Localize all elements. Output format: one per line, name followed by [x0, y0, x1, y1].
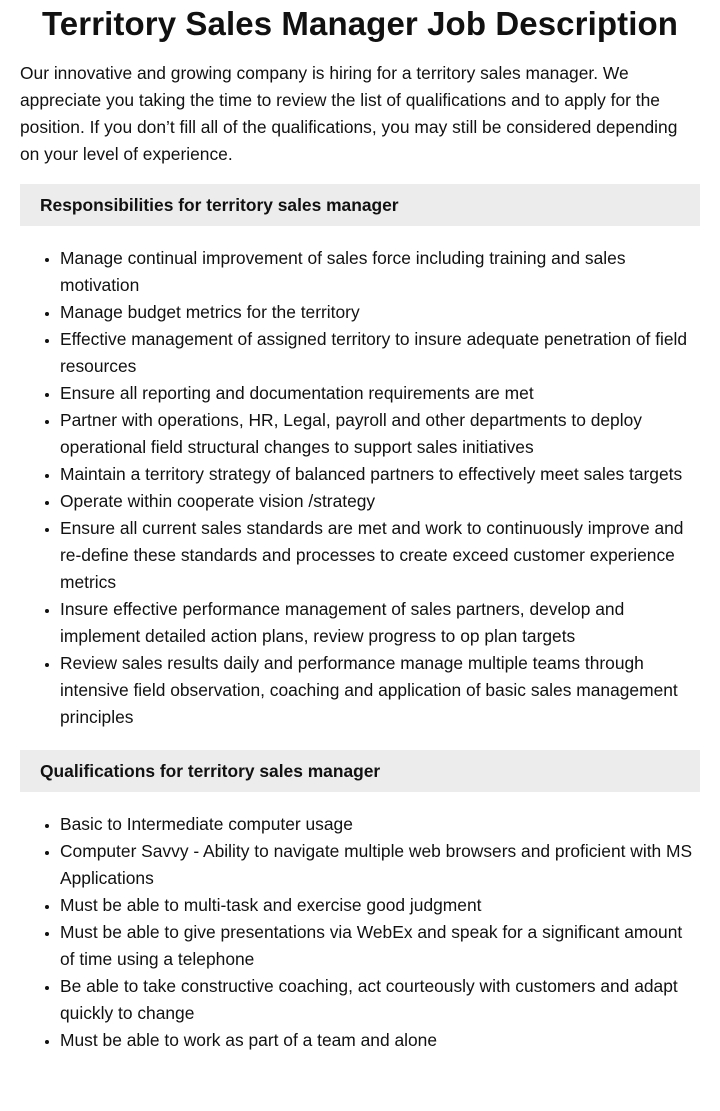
list-item: • Must be able to work as part of a team and alone: [60, 1027, 700, 1054]
qualifications-heading: Qualifications for territory sales manager: [20, 750, 700, 792]
intro-paragraph: Our innovative and growing company is hiring for a territory sales manager. We appreciate you taking the time to review the list of qualifications and to apply for the position. If you don’t fill all of the qualifications, you may still be considered depending on your level of experience.: [20, 63, 678, 164]
responsibilities-heading: Responsibilities for territory sales manager: [20, 184, 700, 226]
list-item: • Review sales results daily and performance manage multiple teams through intensive field observation, coaching and application of basic sales management principles: [60, 650, 700, 731]
list-item: • Basic to Intermediate computer usage: [60, 811, 700, 838]
list-item: • Ensure all reporting and documentation requirements are met: [60, 380, 700, 407]
list-item: • Insure effective performance management of sales partners, develop and implement detailed action plans, review progress to op plan targets: [60, 596, 700, 650]
responsibilities-list: [20, 245, 700, 731]
qualifications-list: [20, 811, 700, 1054]
list-item: • Effective management of assigned territory to insure adequate penetration of field resources: [60, 326, 700, 380]
list-item: • Computer Savvy - Ability to navigate multiple web browsers and proficient with MS Applications: [60, 838, 700, 892]
list-item: • Be able to take constructive coaching, act courteously with customers and adapt quickly to change: [60, 973, 700, 1027]
list-item: • Ensure all current sales standards are met and work to continuously improve and re-define these standards and processes to create exceed customer experience metrics: [60, 515, 700, 596]
list-item: • Partner with operations, HR, Legal, payroll and other departments to deploy operational field structural changes to support sales initiatives: [60, 407, 700, 461]
list-item: • Operate within cooperate vision /strategy: [60, 488, 700, 515]
list-item: • Maintain a territory strategy of balanced partners to effectively meet sales targets: [60, 461, 700, 488]
list-item: • Manage continual improvement of sales force including training and sales motivation: [60, 245, 700, 299]
list-item: • Manage budget metrics for the territory: [60, 299, 700, 326]
page-title: Territory Sales Manager Job Description: [42, 5, 678, 42]
list-item: • Must be able to multi-task and exercise good judgment: [60, 892, 700, 919]
list-item: • Must be able to give presentations via WebEx and speak for a significant amount of time using a telephone: [60, 919, 700, 973]
